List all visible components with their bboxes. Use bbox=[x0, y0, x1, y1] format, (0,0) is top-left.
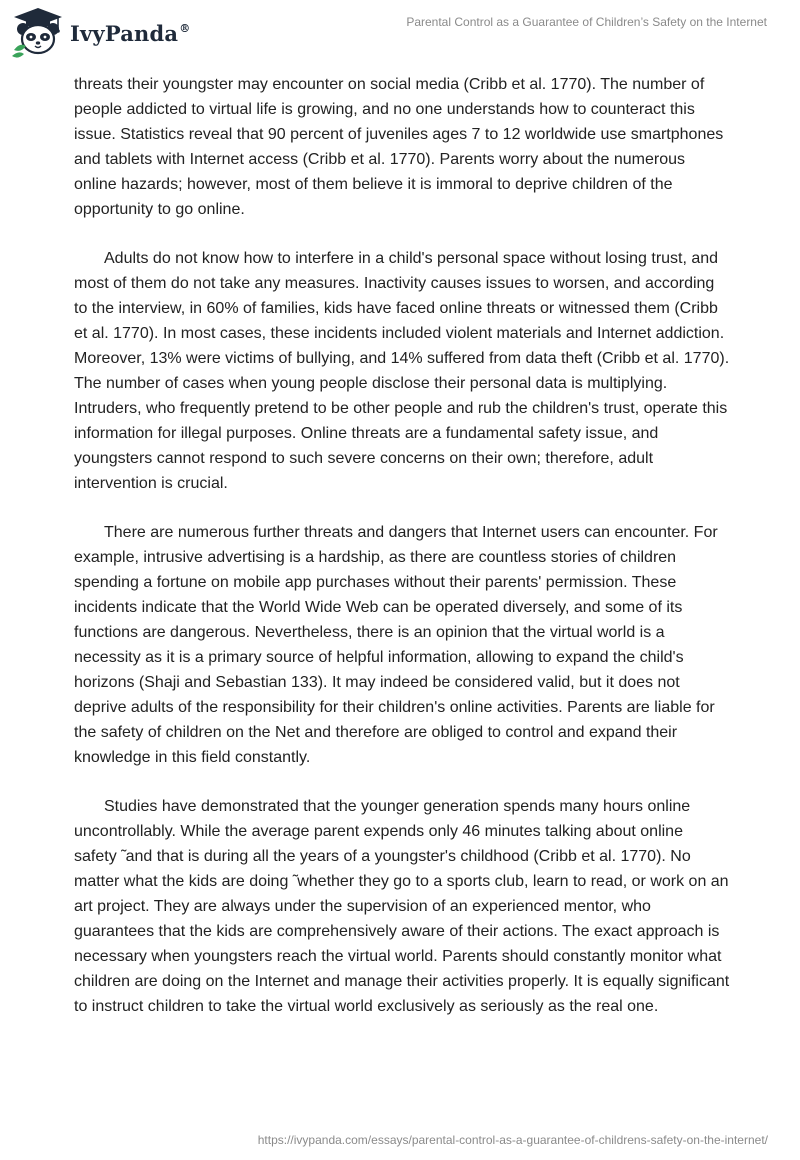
paragraph-1: threats their youngster may encounter on social media (Cribb et al. 1770). The number of people addicted to virtual life is growing, and no one understands how to counteract this issue. Statistics reveal that 90 percent of juveniles ages 7 to 12 worldwide use smartphones and tablets with Internet access (Cribb et al. 1770). Parents worry about the numerous online hazards; however, most of them believe it is immoral to deprive children of the opportunity to go online. bbox=[74, 76, 724, 218]
source-url[interactable]: https://ivypanda.com/essays/parental-control-as-a-guarantee-of-childrens-safety-on-the-internet/ bbox=[257, 1133, 768, 1147]
paragraph-3: There are numerous further threats and dangers that Internet users can encounter. For example, intrusive advertising is a hardship, as there are countless stories of children spending a fortune on mobile app purchases without their parents' permission. These incidents indicate that the World Wide Web can be operated diversely, and some of its functions are dangerous. Nevertheless, there is an opinion that the virtual world is a necessity as it is a primary source of helpful information, allowing to expand the child's horizons (Shaji and Sebastian 133). It may indeed be considered valid, but it does not deprive adults of the responsibility for their children's online activities. Parents are liable for the safety of children on the Net and therefore are obliged to control and expand their knowledge in this field constantly. bbox=[74, 524, 718, 766]
paragraph-2: Adults do not know how to interfere in a child's personal space without losing trust, and most of them do not take any measures. Inactivity causes issues to worsen, and according to the interview, in 60% of families, kids have faced online threats or witnessed them (Cribb et al. 1770). In most cases, these incidents included violent materials and Internet addiction. Moreover, 13% were victims of bullying, and 14% suffered from data theft (Cribb et al. 1770). The number of cases when young people disclose their personal data is multiplying. Intruders, who frequently pretend to be other people and rub the children's trust, operate this information for illegal purposes. Online threats are a fundamental safety issue, and youngsters cannot respond to such severe concerns on their own; therefore, adult intervention is crucial. bbox=[74, 250, 730, 492]
paragraph-4: Studies have demonstrated that the younger generation spends many hours online uncontrollably. While the average parent expends only 46 minutes talking about online safety ̃ and that is during all the years of a youngster's childhood (Cribb et al. 1770). No matter what the kids are doing ̃ whether they go to a sports club, learn to read, or work on an art project. They are always under the supervision of an experienced mentor, who guarantees that the kids are comprehensively aware of their actions. The exact approach is necessary when youngsters reach the virtual world. Parents should constantly monitor what children are doing on the Internet and manage their activities properly. It is equally significant to instruct children to take the virtual world exclusively as seriously as the real one. bbox=[74, 798, 730, 1015]
page-header bbox=[0, 0, 800, 70]
document-title: Parental Control as a Guarantee of Children’s Safety on the Internet bbox=[406, 15, 767, 29]
essay-body bbox=[74, 72, 730, 1043]
brand-name: IvyPanda® bbox=[70, 20, 191, 46]
panda-graduate-icon bbox=[10, 6, 66, 58]
brand-logo[interactable] bbox=[10, 6, 190, 58]
registered-mark: ® bbox=[179, 21, 191, 35]
